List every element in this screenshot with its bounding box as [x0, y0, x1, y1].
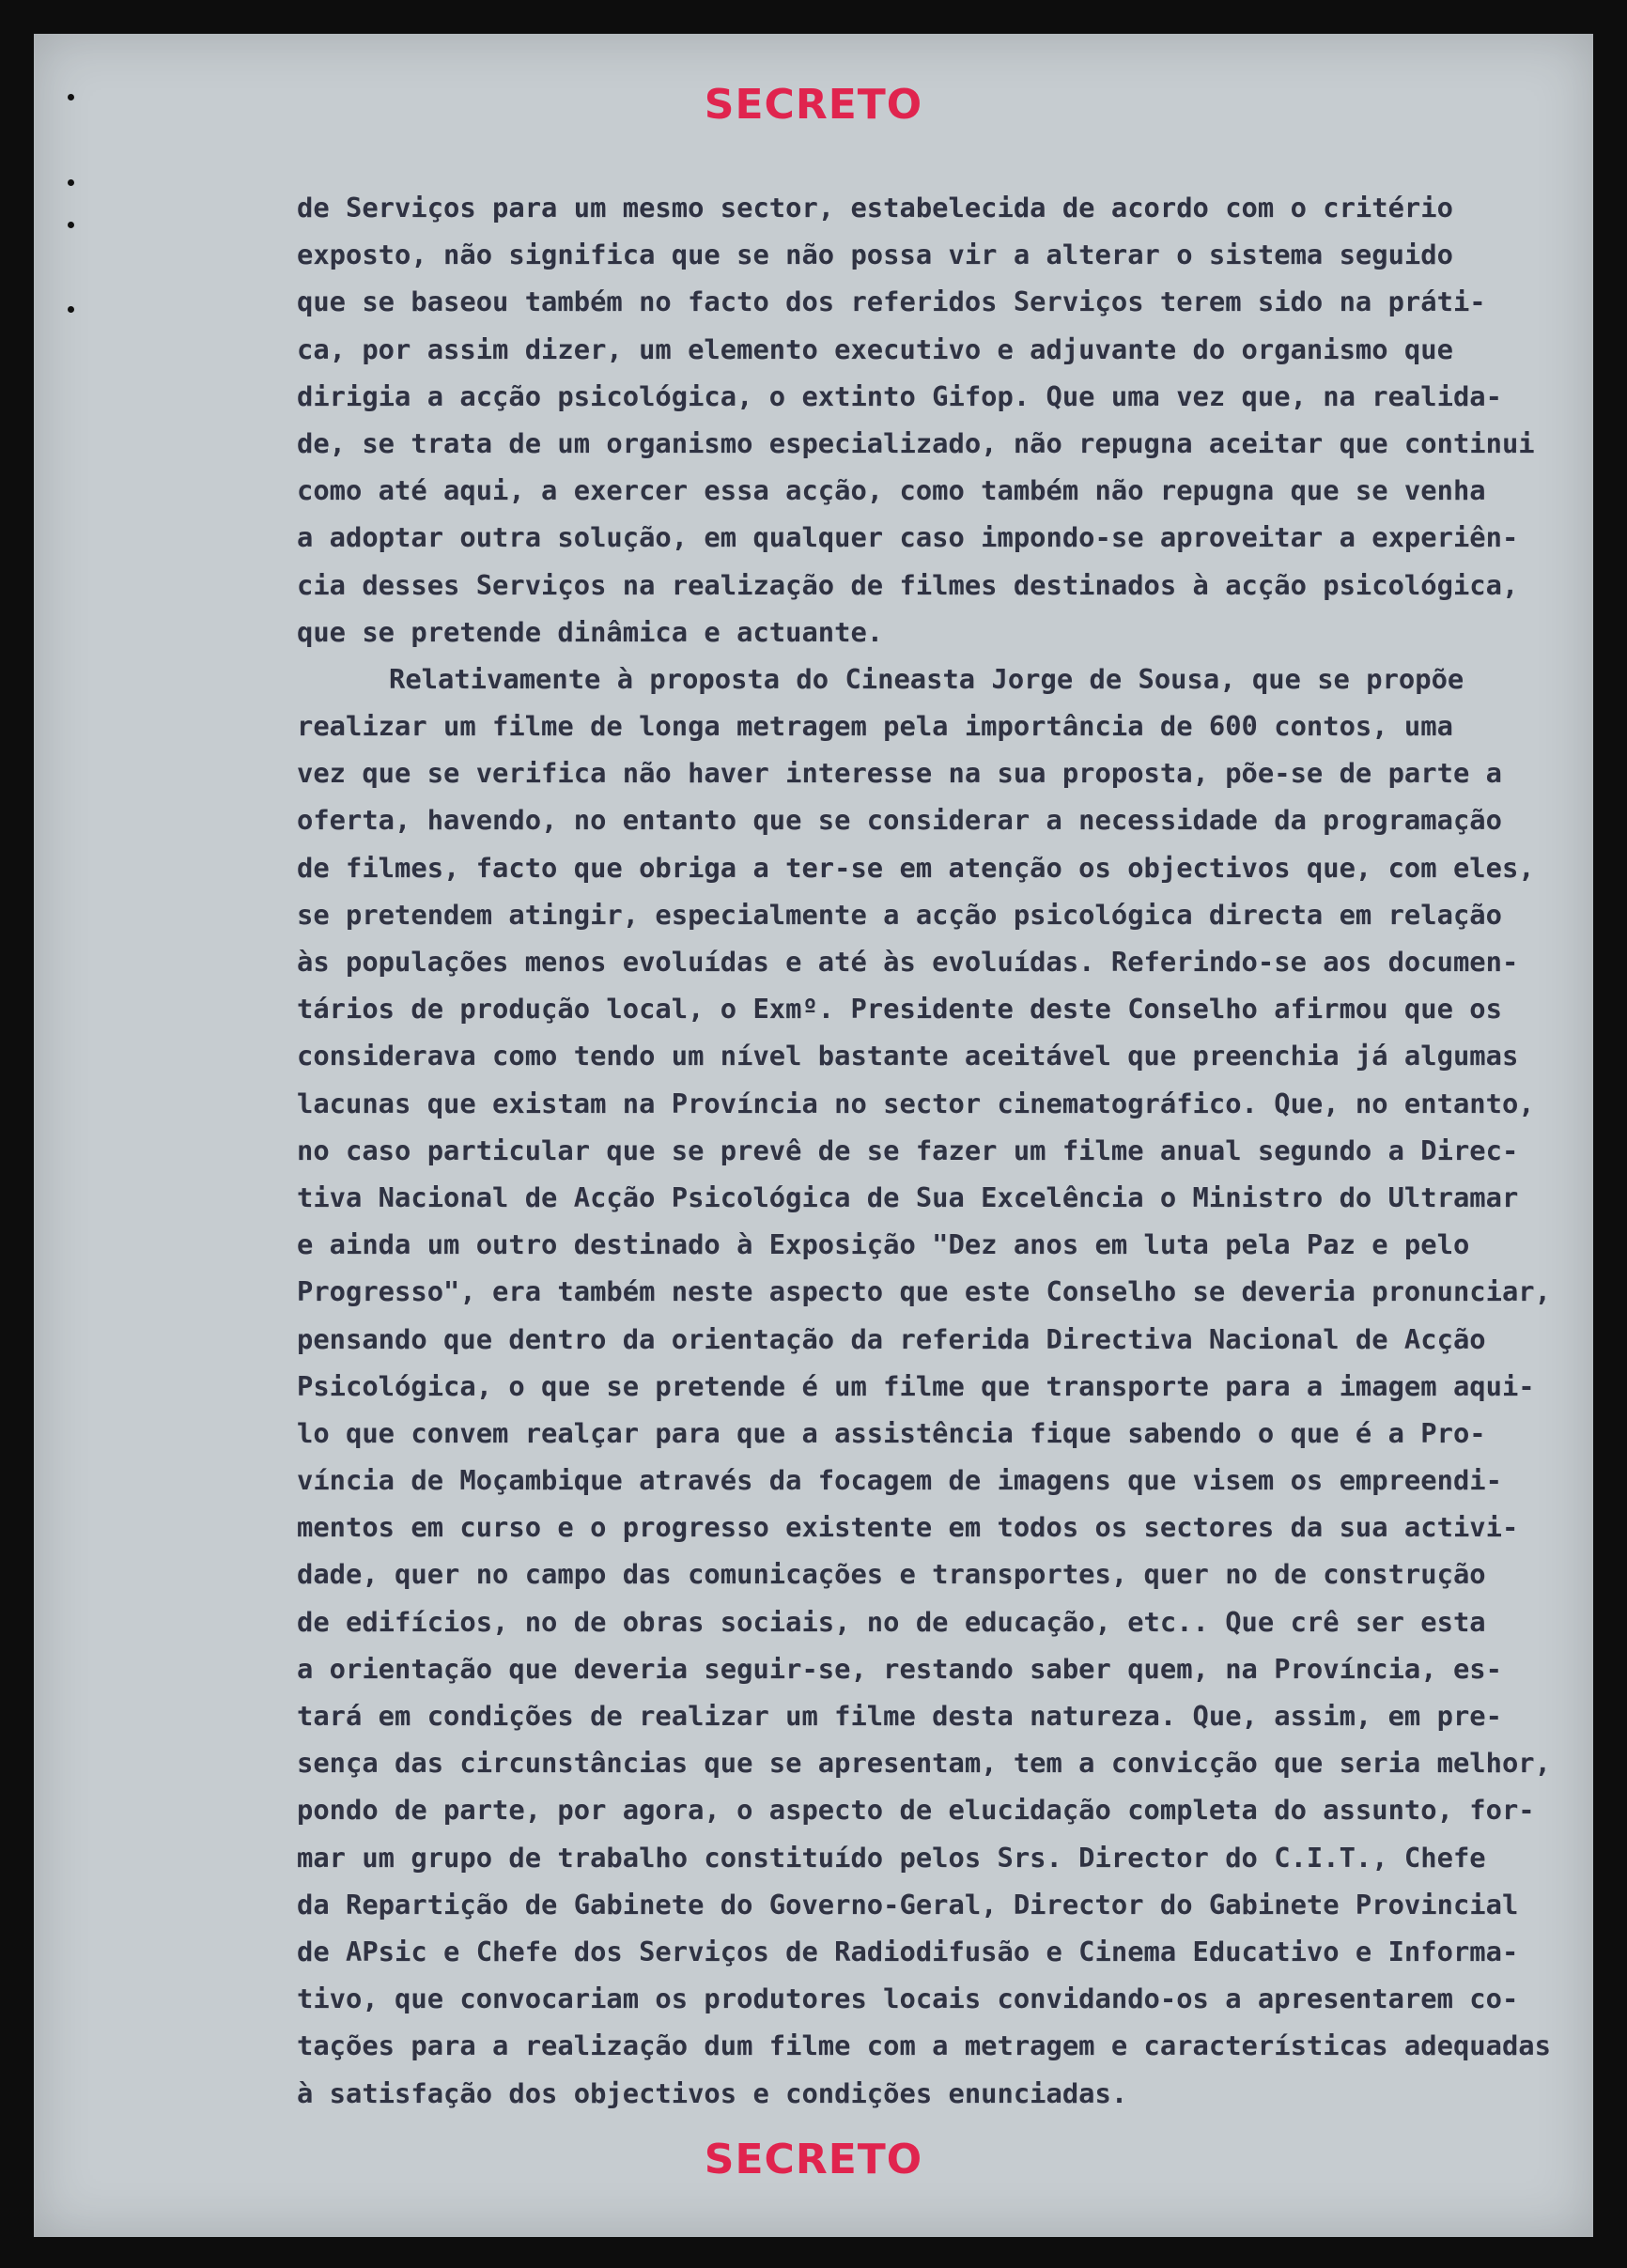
text-line: de filmes, facto que obriga a ter-se em atenção os objectivos que, com eles,: [297, 851, 1535, 884]
text-line: e ainda um outro destinado à Exposição "Dez anos em luta pela Paz e pelo: [297, 1228, 1470, 1261]
text-line: de edifícios, no de obras sociais, no de educação, etc.. Que crê ser esta: [297, 1605, 1486, 1638]
text-line: tários de produção local, o Exmº. Presidente deste Conselho afirmou que os: [297, 993, 1502, 1026]
text-line: da Repartição de Gabinete do Governo-Geral, Director do Gabinete Provincial: [297, 1888, 1519, 1921]
text-line: pensando que dentro da orientação da referida Directiva Nacional de Acção: [297, 1322, 1486, 1355]
text-line: Psicológica, o que se pretende é um filme que transporte para a imagem aqui-: [297, 1369, 1535, 1402]
text-line: que se pretende dinâmica e actuante.: [297, 615, 884, 648]
text-line: pondo de parte, por agora, o aspecto de elucidação completa do assunto, for-: [297, 1794, 1535, 1827]
secret-stamp-bottom: SECRETO: [704, 2136, 923, 2183]
text-line: a adoptar outra solução, em qualquer caso impondo-se aproveitar a experiên-: [297, 521, 1519, 554]
punch-mark: [68, 222, 74, 228]
text-line: dirigia a acção psicológica, o extinto Gifop. Que uma vez que, na realida-: [297, 379, 1502, 412]
text-line: vez que se verifica não haver interesse na sua proposta, põe-se de parte a: [297, 757, 1502, 790]
text-line: lo que convem realçar para que a assistência fique sabendo o que é a Pro-: [297, 1416, 1486, 1449]
text-line: lacunas que existam na Província no sector cinematográfico. Que, no entanto,: [297, 1087, 1535, 1119]
text-line: Progresso", era também neste aspecto que este Conselho se deveria pronunciar,: [297, 1275, 1551, 1308]
text-line: que se baseou também no facto dos referidos Serviços terem sido na práti-: [297, 285, 1486, 318]
text-line: considerava como tendo um nível bastante aceitável que preenchia já algumas: [297, 1040, 1519, 1072]
text-line: tivo, que convocariam os produtores locais convidando-os a apresentarem co-: [297, 1983, 1519, 2015]
punch-mark: [68, 306, 74, 313]
text-line: mar um grupo de trabalho constituído pelos Srs. Director do C.I.T., Chefe: [297, 1841, 1486, 1874]
text-line: a orientação que deveria seguir-se, restando saber quem, na Província, es-: [297, 1652, 1502, 1685]
text-line: se pretendem atingir, especialmente a acção psicológica directa em relação: [297, 898, 1502, 931]
typed-body: [297, 184, 1593, 2117]
text-line: oferta, havendo, no entanto que se considerar a necessidade da programação: [297, 804, 1502, 837]
text-line: no caso particular que se prevê de se fazer um filme anual segundo a Direc-: [297, 1134, 1519, 1166]
secret-stamp-top: SECRETO: [704, 81, 923, 129]
text-line: tará em condições de realizar um filme desta natureza. Que, assim, em pre-: [297, 1700, 1502, 1732]
text-line: dade, quer no campo das comunicações e transportes, quer no de construção: [297, 1558, 1486, 1591]
text-line: mentos em curso e o progresso existente em todos os sectores da sua activi-: [297, 1511, 1519, 1544]
text-line: realizar um filme de longa metragem pela importância de 600 contos, uma: [297, 710, 1453, 743]
text-line: víncia de Moçambique através da focagem de imagens que visem os empreendi-: [297, 1464, 1502, 1497]
text-line: tiva Nacional de Acção Psicológica de Sua Excelência o Ministro do Ultramar: [297, 1180, 1519, 1213]
text-line: de, se trata de um organismo especializado, não repugna aceitar que continui: [297, 426, 1535, 459]
document-page: [34, 34, 1593, 2237]
text-line: tações para a realização dum filme com a metragem e características adequadas: [297, 2029, 1551, 2062]
paragraph: [297, 656, 1593, 2117]
text-line: cia desses Serviços na realização de filmes destinados à acção psicológica,: [297, 568, 1519, 601]
paragraph: [297, 184, 1593, 656]
text-line: à satisfação dos objectivos e condições enunciadas.: [297, 2076, 1128, 2109]
text-line: às populações menos evoluídas e até às evoluídas. Referindo-se aos documen-: [297, 946, 1519, 978]
text-line: sença das circunstâncias que se apresentam, tem a convicção que seria melhor,: [297, 1747, 1551, 1780]
text-line: Relativamente à proposta do Cineasta Jorge de Sousa, que se propõe: [389, 662, 1464, 695]
text-line: como até aqui, a exercer essa acção, como também não repugna que se venha: [297, 474, 1486, 507]
text-line: de Serviços para um mesmo sector, estabelecida de acordo com o critério: [297, 192, 1453, 224]
punch-mark: [68, 179, 74, 186]
text-line: exposto, não significa que se não possa vir a alterar o sistema seguido: [297, 239, 1453, 271]
text-line: de APsic e Chefe dos Serviços de Radiodifusão e Cinema Educativo e Informa-: [297, 1935, 1519, 1967]
text-line: ca, por assim dizer, um elemento executivo e adjuvante do organismo que: [297, 332, 1453, 365]
